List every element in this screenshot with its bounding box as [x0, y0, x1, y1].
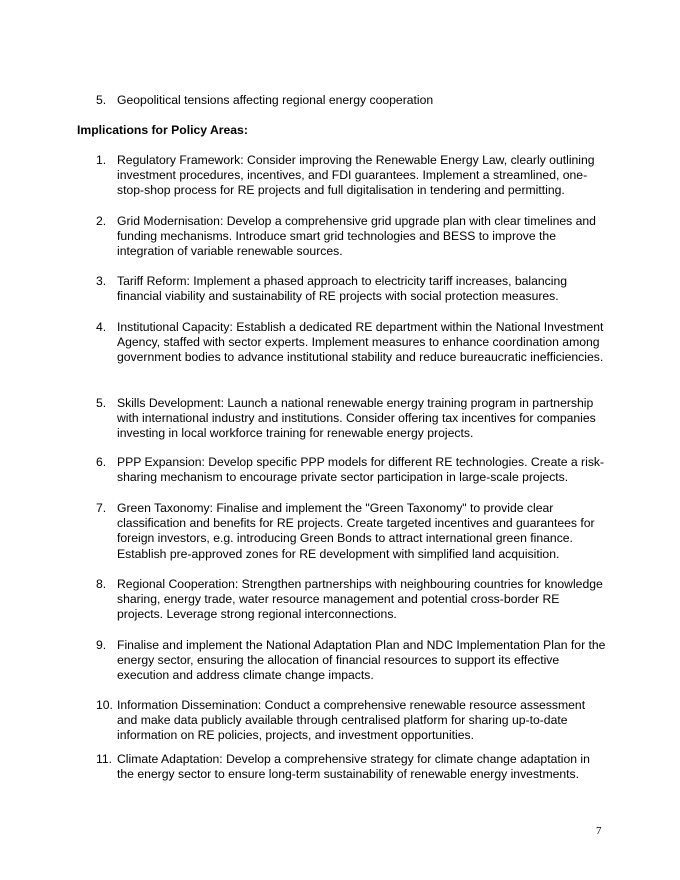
list-number: 4. [96, 320, 107, 334]
list-item [96, 698, 606, 744]
list-text: Information Dissemination: Conduct a comprehensive renewable resource assessment and make data publicly available through centralised platform for sharing up-to-date information on RE policies, projects, and investment opportunities. [117, 698, 586, 743]
list-item [96, 455, 606, 485]
list-text: Regional Cooperation: Strengthen partnerships with neighbouring countries for knowledge sharing, energy trade, water resource management and potential cross-border RE projects. Leverage strong regional interconnections. [117, 577, 603, 622]
list-text: Finalise and implement the National Adaptation Plan and NDC Implementation Plan for the energy sector, ensuring the allocation of financial resources to support its effective execution and address climate change impacts. [117, 638, 606, 683]
list-item [96, 214, 606, 260]
list-item [96, 396, 606, 442]
list-number: 1. [96, 153, 107, 167]
list-text: Regulatory Framework: Consider improving the Renewable Energy Law, clearly outlining investment procedures, incentives, and FDI guarantees. Implement a streamlined, one-stop-shop process for RE projects and full digitalisation in tendering and permitting. [117, 153, 595, 198]
list-item [96, 274, 606, 304]
section-heading: Implications for Policy Areas: [77, 123, 248, 137]
list-number: 10. [96, 698, 113, 712]
list-text: Geopolitical tensions affecting regional energy cooperation [117, 93, 434, 107]
list-text: Climate Adaptation: Develop a comprehensive strategy for climate change adaptation in the energy sector to ensure long-term sustainability of renewable energy investments. [117, 752, 590, 782]
list-number: 7. [96, 501, 107, 515]
list-text: PPP Expansion: Develop specific PPP models for different RE technologies. Create a risk-sharing mechanism to encourage private sector participation in large-scale projects. [117, 455, 605, 485]
list-text: Grid Modernisation: Develop a comprehensive grid upgrade plan with clear timelines and funding mechanisms. Introduce smart grid technologies and BESS to improve the integration of variable renewable sources. [117, 214, 596, 259]
list-text: Institutional Capacity: Establish a dedicated RE department within the National Investment Agency, staffed with sector experts. Implement measures to enhance coordination among government bodies to advance institutional stability and reduce bureaucratic inefficiencies. [117, 320, 604, 365]
list-number: 9. [96, 638, 107, 652]
list-number: 5. [96, 396, 107, 410]
list-number: 11. [96, 752, 113, 766]
list-text: Green Taxonomy: Finalise and implement the "Green Taxonomy" to provide clear classification and benefits for RE projects. Create targeted incentives and guarantees for foreign investors, e.g. introducing Green Bonds to attract international green finance. Establish pre-approved zones for RE development with simplified land acquisition. [117, 501, 595, 561]
list-item [96, 93, 606, 108]
list-item [96, 153, 606, 199]
list-number: 3. [96, 274, 107, 288]
list-item [96, 320, 606, 366]
page-number: 7 [596, 825, 602, 837]
list-item [96, 501, 606, 562]
list-text: Tariff Reform: Implement a phased approach to electricity tariff increases, balancing financial viability and sustainability of RE projects with social protection measures. [117, 274, 568, 304]
list-number: 2. [96, 214, 107, 228]
list-item [96, 577, 606, 623]
list-item [96, 638, 606, 684]
list-number: 5. [96, 93, 107, 107]
list-number: 8. [96, 577, 107, 591]
list-item [96, 752, 606, 782]
list-number: 6. [96, 455, 107, 469]
list-text: Skills Development: Launch a national renewable energy training program in partnership with international industry and institutions. Consider offering tax incentives for companies investing in local workforce training for renewable energy projects. [117, 396, 596, 441]
